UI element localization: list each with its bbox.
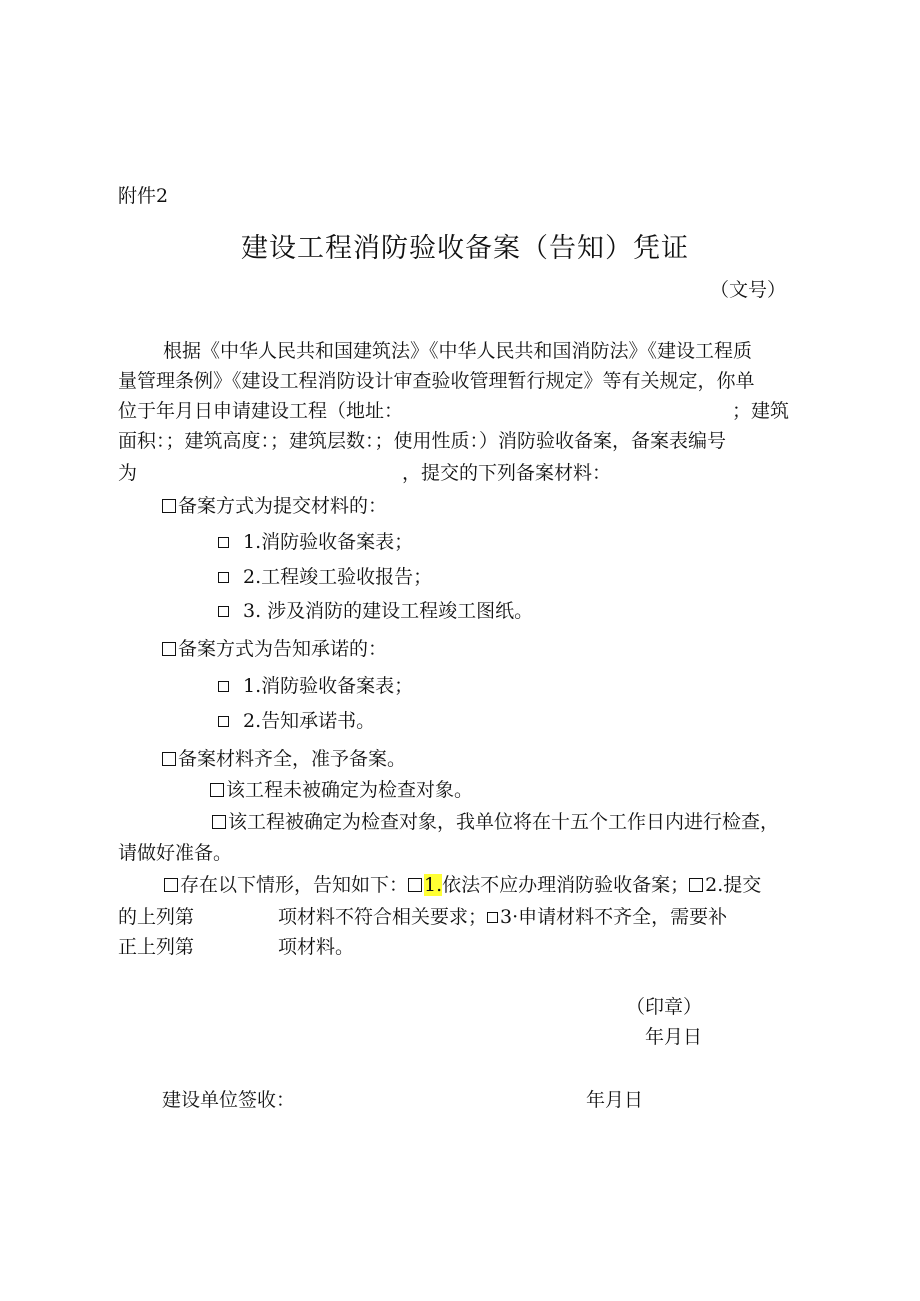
option-notify-label: 备案方式为告知承诺的：: [178, 638, 388, 660]
option-complete-label: 备案材料齐全，准予备案。: [178, 748, 407, 770]
exist-line-3-end: 项材料。: [278, 936, 355, 958]
notify-item-2-label: 2.告知承诺书。: [243, 710, 376, 732]
seal-label: （印章）: [626, 996, 703, 1018]
checkbox-not-applicable[interactable]: [408, 878, 422, 892]
submit-item-3-label: 3. 涉及消防的建设工程竣工图纸。: [243, 600, 534, 622]
submit-item-3: [218, 596, 533, 626]
checkbox-materials-incomplete[interactable]: [487, 912, 498, 923]
sign-label: 建设单位签收：: [162, 1089, 296, 1111]
checkbox-submit-item-1[interactable]: [218, 537, 229, 548]
exist-reason-2-end: 项材料不符合相关要求；: [278, 906, 488, 928]
checkbox-inspection-target[interactable]: [212, 815, 226, 829]
notify-item-1-label: 1.消防验收备案表；: [243, 675, 414, 697]
highlighted-number: 1.: [424, 874, 443, 896]
exist-line-3-start: 正上列第: [118, 936, 195, 958]
option-not-inspection-target: [210, 775, 473, 805]
exist-reason-2-start: 2.提交: [705, 874, 762, 896]
submit-item-2: [218, 562, 432, 592]
checkbox-not-inspection-target[interactable]: [210, 783, 224, 797]
checkbox-notify-item-1[interactable]: [218, 681, 229, 692]
submit-item-1: [218, 527, 413, 557]
option-not-checked-label: 该工程未被确定为检查对象。: [226, 779, 474, 801]
exist-intro-label: 存在以下情形，告知如下：: [180, 874, 409, 896]
exist-line-2-end: [278, 902, 727, 932]
checkbox-submit-item-3[interactable]: [218, 606, 229, 617]
body-line-3-end: ；建筑: [732, 400, 790, 422]
submit-item-2-label: 2.工程竣工验收报告；: [243, 566, 433, 588]
seal-date: 年月日: [645, 1026, 703, 1048]
option-existing-circumstances: [164, 870, 761, 900]
option-inspection-target: [212, 807, 779, 837]
exist-line-2-start: 的上列第: [118, 906, 195, 928]
body-line-1: 根据《中华人民共和国建筑法》《中华人民共和国消防法》《建设工程质: [163, 340, 753, 362]
body-line-3-start: 位于年月日申请建设工程（地址：: [118, 400, 404, 422]
exist-reason-3: 3·申请材料不齐全，需要补: [500, 906, 728, 928]
option-submit-materials: [162, 491, 387, 521]
checkbox-notify-commit[interactable]: [162, 642, 176, 656]
checkbox-materials-noncompliant[interactable]: [689, 878, 703, 892]
notify-item-1: [218, 671, 413, 701]
option-checked-label: 该工程被确定为检查对象，我单位将在十五个工作日内进行检查，: [228, 811, 780, 833]
option-notify-commit: [162, 634, 387, 664]
body-line-5-start: 为: [118, 462, 138, 484]
option-materials-complete: [162, 744, 406, 774]
document-title: 建设工程消防验收备案（告知）凭证: [241, 233, 689, 264]
checkbox-submit-materials[interactable]: [162, 499, 176, 513]
submit-item-1-label: 1.消防验收备案表；: [243, 531, 414, 553]
notify-item-2: [218, 706, 375, 736]
checkbox-existing-circumstances[interactable]: [164, 878, 178, 892]
checkbox-materials-complete[interactable]: [162, 752, 176, 766]
body-line-2: 量管理条例》《建设工程消防设计审查验收管理暂行规定》等有关规定，你单: [118, 370, 755, 392]
body-line-5-end: ，提交的下列备案材料：: [402, 462, 612, 484]
checkbox-notify-item-2[interactable]: [218, 716, 229, 727]
body-line-4: 面积：；建筑高度：；建筑层数：；使用性质：）消防验收备案，备案表编号: [118, 430, 727, 452]
exist-reason-1: 依法不应办理消防验收备案；: [442, 874, 690, 896]
option-submit-label: 备案方式为提交材料的：: [178, 495, 388, 517]
attachment-label: 附件2: [118, 185, 169, 207]
sign-date: 年月日: [586, 1089, 644, 1111]
checkbox-submit-item-2[interactable]: [218, 572, 229, 583]
document-number: （文号）: [710, 279, 787, 301]
option-checked-continuation: 请做好准备。: [118, 842, 233, 864]
